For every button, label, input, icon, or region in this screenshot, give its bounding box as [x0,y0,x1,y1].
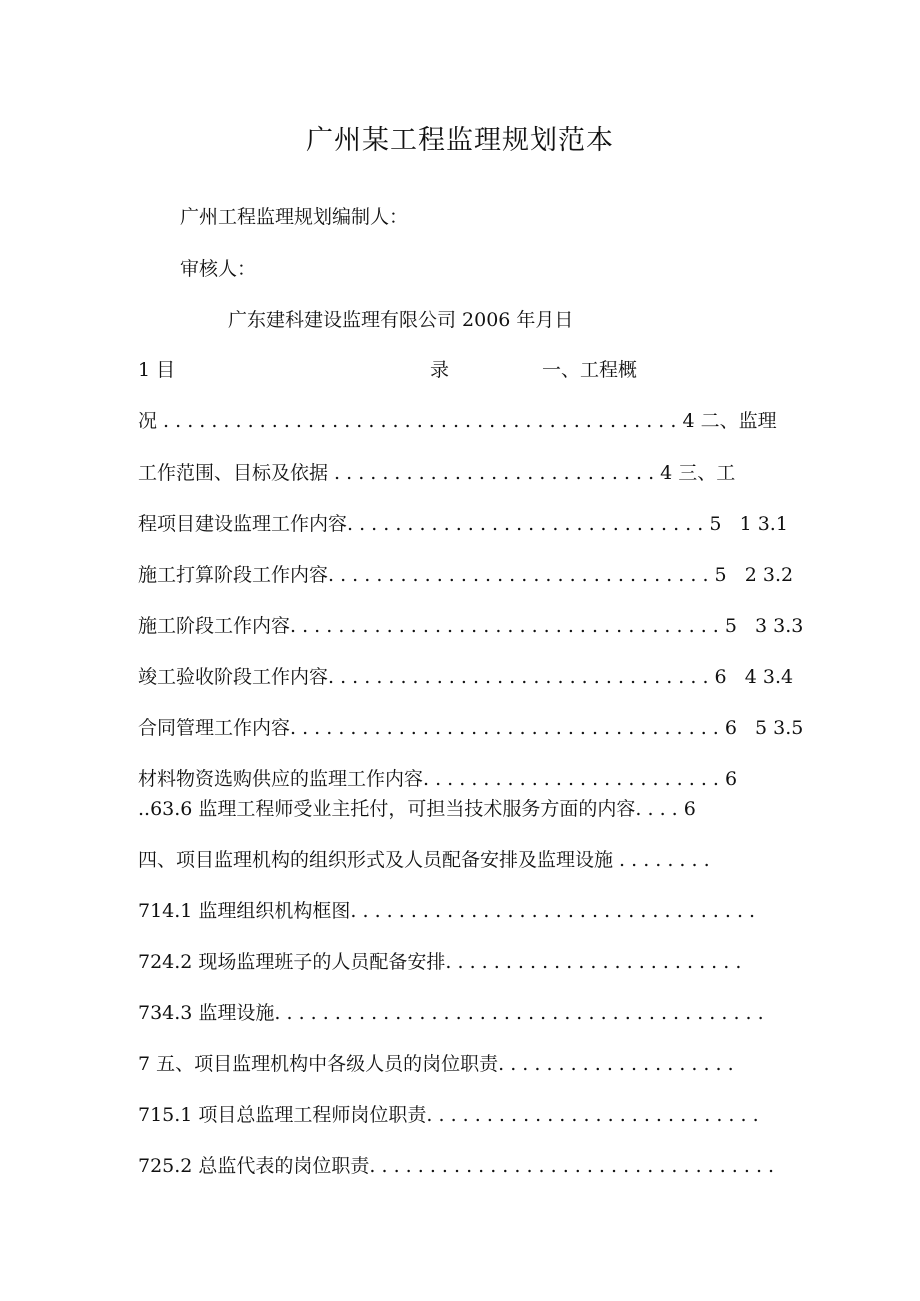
toc-line: 程项目建设监理工作内容. . . . . . . . . . . . . . . . . . . . . . . . . . . . . . 5 1 3.1 [138,513,788,535]
toc-line: 715.1 项目总监理工程师岗位职责. . . . . . . . . . . . . . . . . . . . . . . . . . . . [138,1104,759,1126]
toc-line: 734.3 监理设施. . . . . . . . . . . . . . . . . . . . . . . . . . . . . . . . . . . . . . . . . [138,1002,764,1024]
toc-line: 四、项目监理机构的组织形式及人员配备安排及监理设施 . . . . . . . . [138,849,710,871]
reviewer-line: 审核人： [180,258,257,280]
toc-line: ..63.6 监理工程师受业主托付，可担当技术服务方面的内容. . . . 6 [138,798,696,820]
toc-line: 施工打算阶段工作内容. . . . . . . . . . . . . . . . . . . . . . . . . . . . . . . . 5 2 3.2 [138,564,794,586]
toc-line: 7 五、项目监理机构中各级人员的岗位职责. . . . . . . . . . . . . . . . . . . . [138,1053,734,1075]
toc-line: 竣工验收阶段工作内容. . . . . . . . . . . . . . . . . . . . . . . . . . . . . . . . 6 4 3.4 [138,666,794,688]
toc-heading-number: 1 目 [138,359,176,381]
toc-line: 施工阶段工作内容. . . . . . . . . . . . . . . . . . . . . . . . . . . . . . . . . . . . 5 3 3.3 [138,615,804,637]
toc-line: 合同管理工作内容. . . . . . . . . . . . . . . . . . . . . . . . . . . . . . . . . . . . 6 5 3.5 [138,717,804,739]
company-date-line: 广东建科建设监理有限公司 2006 年月日 [228,309,574,331]
toc-line: 材料物资选购供应的监理工作内容. . . . . . . . . . . . . . . . . . . . . . . . . 6 [138,768,738,790]
toc-line: 况 . . . . . . . . . . . . . . . . . . . . . . . . . . . . . . . . . . . . . . . . . . . 4 二、监理 [138,410,777,432]
toc-line: 工作范围、目标及依据 . . . . . . . . . . . . . . . . . . . . . . . . . . . 4 三、工 [138,462,736,484]
toc-line: 725.2 总监代表的岗位职责. . . . . . . . . . . . . . . . . . . . . . . . . . . . . . . . . . [138,1155,775,1177]
preparer-line: 广州工程监理规划编制人： [180,206,409,228]
toc-line: 714.1 监理组织机构框图. . . . . . . . . . . . . . . . . . . . . . . . . . . . . . . . . . [138,900,756,922]
toc-first-entry-start: 一、工程概 [542,359,638,381]
toc-heading-lu: 录 [430,359,450,381]
document-title: 广州某工程监理规划范本 [306,125,614,156]
toc-line: 724.2 现场监理班子的人员配备安排. . . . . . . . . . . . . . . . . . . . . . . . . [138,951,742,973]
